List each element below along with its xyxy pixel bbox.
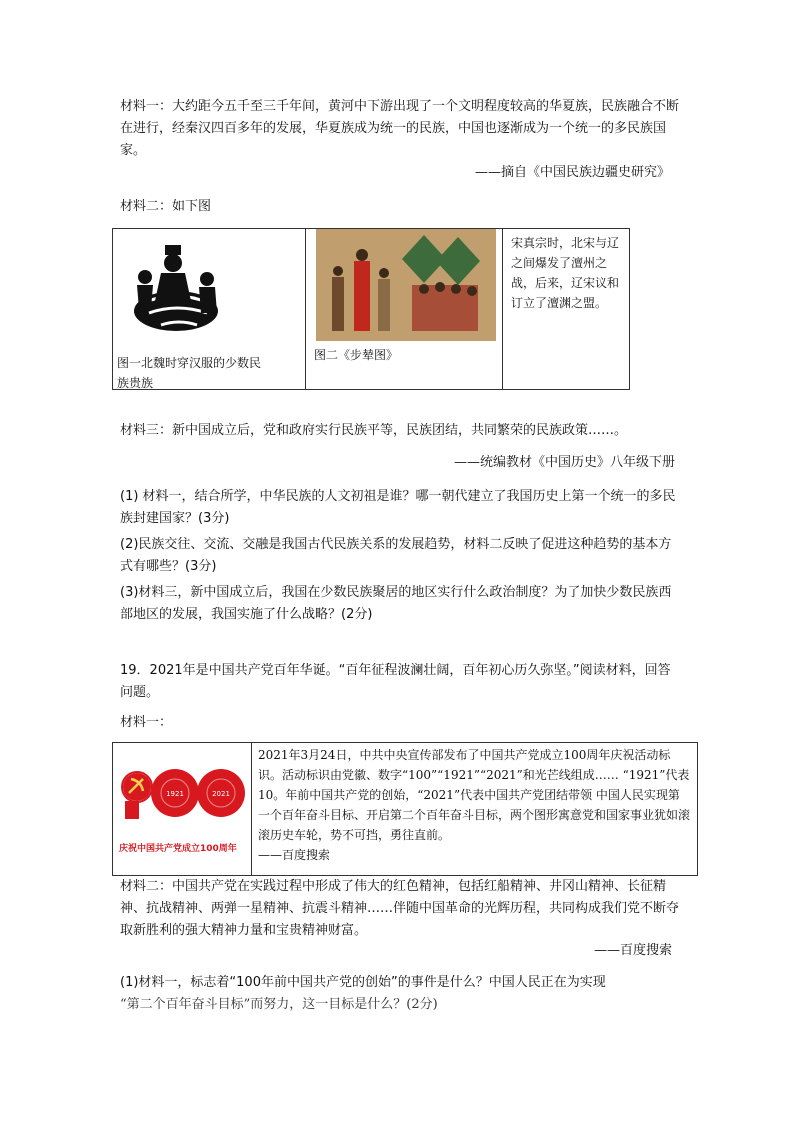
figure-2-caption: 图二《步辇图》 — [314, 348, 399, 362]
material-3-text: 材料三：新中国成立后，党和政府实行民族平等，民族团结，共同繁荣的民族政策……。 — [120, 423, 628, 438]
q19-material-1-text: 2021年3月24日，中共中央宣传部发布了中国共产党成立100周年庆祝活动标识。活动标识由党徽、数字“100”“1921”“2021”和光芒线组成…… “1921”代表10。年前中国共产党的创始，“2021”代表中国共产党团结带领 中国人民实现第一个百年奋斗目标、开启第二个百年奋斗目标，两个图形寓意党和国家事业犹如滚滚历史车轮，势不可挡，勇往直前。 — [258, 748, 691, 842]
logo-caption: 庆祝中国共产党成立100周年 — [119, 844, 237, 854]
q19-material-2-source: ——百度搜索 — [593, 943, 672, 958]
figure-1-caption: 图一北魏时穿汉服的少数民族贵族 — [117, 356, 262, 390]
figure-1-image — [121, 233, 231, 353]
q19-question-1-line-1: (1)材料一，标志着“100年前中国共产党的创始”的事件是什么？中国人民正在为实现 — [120, 975, 606, 990]
q19-material-2-text: 材料二：中国共产党在实践过程中形成了伟大的红色精神，包括红船精神、井冈山精神、长征精神、抗战精神、两弹一星精神、抗震斗精神……伴随中国革命的光辉历程，共同构成我们党不断夺取新胜利的强大精神力量和宝贵精神财富。 — [120, 879, 680, 938]
logo-year-1921: 1921 — [166, 790, 184, 798]
material-1-text: 材料一：大约距今五千至三千年间，黄河中下游出现了一个文明程度较高的华夏族，民族融合不断在进行，经秦汉四百多年的发展，华夏族成为统一的民族，中国也逐渐成为一个统一的多民族国家。 — [120, 99, 680, 158]
material-3-source: ——统编教材《中国历史》八年级下册 — [453, 455, 675, 470]
side-text-cell — [503, 229, 630, 390]
material-2-table — [112, 228, 630, 390]
centenary-logo — [117, 753, 249, 837]
figure-2-image — [316, 229, 496, 341]
q19-material-1-source: ——百度搜索 — [258, 848, 331, 862]
q19-material-1-table — [112, 742, 698, 876]
centenary-logo-cell — [113, 743, 252, 876]
question-3: (3)材料三，新中国成立后，我国在少数民族聚居的地区实行什么政治制度？为了加快少数民族西部地区的发展，我国实施了什么战略？(2分) — [120, 585, 672, 622]
q19-material-1-label: 材料一： — [120, 715, 173, 730]
q19-question-1-line-2: “第二个百年奋斗目标”而努力，这一目标是什么？(2分) — [120, 997, 438, 1012]
material-2-side-text: 宋真宗时，北宋与辽之间爆发了澶州之战，后来，辽宋议和订立了澶渊之盟。 — [511, 236, 620, 310]
question-2: (2)民族交往、交流、交融是我国古代民族关系的发展趋势，材料二反映了促进这种趋势的基本方式有哪些？(3分) — [120, 537, 672, 574]
question-19-intro: 19．2021年是中国共产党百年华诞。“百年征程波澜壮阔，百年初心历久弥坚。”阅读材料，回答问题。 — [120, 663, 671, 700]
question-1: (1) 材料一，结合所学，中华民族的人文初祖是谁？哪一朝代建立了我国历史上第一个统一的多民族封建国家？(3分) — [120, 489, 676, 526]
figure-1-cell — [113, 229, 306, 390]
figure-2-cell — [306, 229, 503, 390]
logo-year-2021: 2021 — [212, 790, 230, 798]
q19-material-1-text-cell — [252, 743, 698, 876]
material-2-label: 材料二：如下图 — [120, 199, 212, 214]
material-1-source: ——摘自《中国民族边疆史研究》 — [474, 165, 670, 180]
